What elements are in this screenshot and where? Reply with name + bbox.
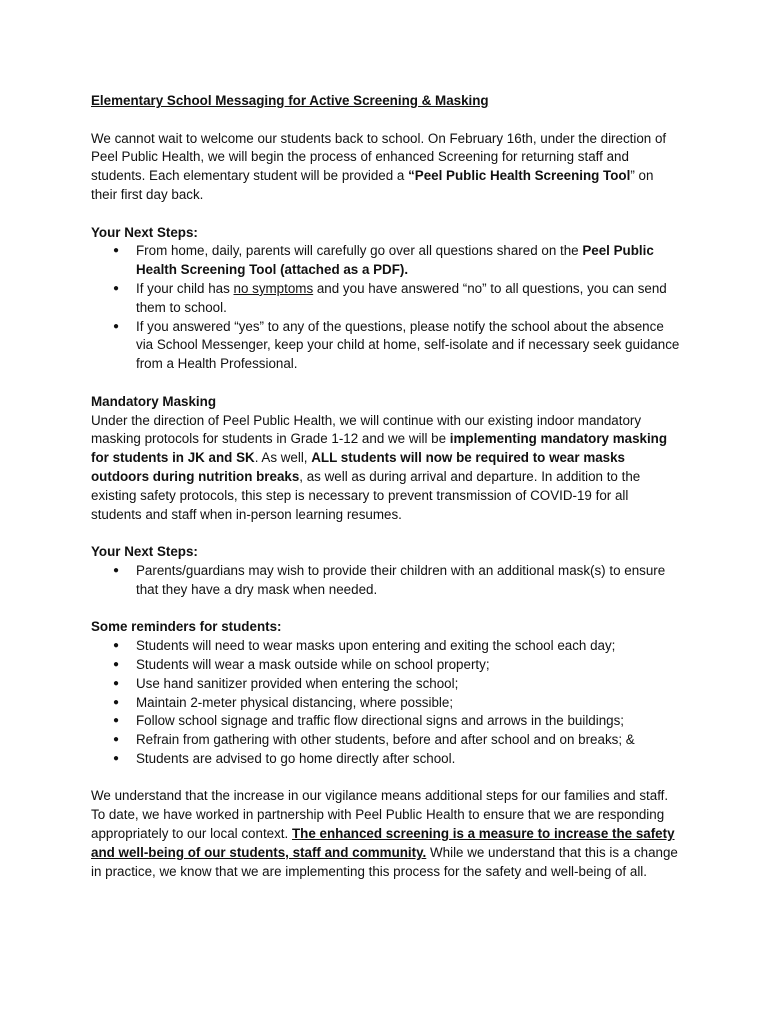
bullet-icon: ● xyxy=(113,658,120,670)
masking-text-2: . As well, xyxy=(254,450,312,466)
item-text: Use hand sanitizer provided when entering the school; xyxy=(136,675,459,691)
masking-text-3: , as well as during arrival and departure. In addition to the existing safety protocols, this step is necessary to prevent transmission of COVID-19 for all students and staff when in-person learning resumes. xyxy=(91,468,641,522)
intro-paragraph xyxy=(91,130,681,205)
item-text: Students will need to wear masks upon entering and exiting the school each day; xyxy=(136,638,616,654)
bullet-icon: ● xyxy=(113,715,120,727)
bullet-icon: ● xyxy=(113,320,120,332)
reminders-heading: Some reminders for students: xyxy=(91,619,282,635)
bullet-icon: ● xyxy=(113,640,120,652)
bullet-icon: ● xyxy=(113,734,120,746)
intro-text-1: We cannot wait to welcome our students back to school. On February 16th, under the direction of Peel Public Health, we will begin the process of enhanced Screening for returning staff and students. Each elementary student will be provided a xyxy=(91,130,667,184)
item-text: From home, daily, parents will carefully go over all questions shared on the xyxy=(136,243,583,259)
list-item xyxy=(91,637,681,656)
closing-paragraph xyxy=(91,787,681,881)
item-text: Maintain 2-meter physical distancing, where possible; xyxy=(136,694,454,710)
bullet-icon: ● xyxy=(113,696,120,708)
list-item xyxy=(91,562,681,600)
reminders-list xyxy=(91,637,681,769)
item-text: If your child has xyxy=(136,280,234,296)
item-text: Refrain from gathering with other students, before and after school and on breaks; & xyxy=(136,732,635,748)
intro-bold-tool-name: “Peel Public Health Screening Tool xyxy=(408,168,631,184)
next-steps-heading-2: Your Next Steps: xyxy=(91,544,198,560)
bullet-icon: ● xyxy=(113,282,120,294)
next-steps-heading-1: Your Next Steps: xyxy=(91,224,198,240)
list-item xyxy=(91,712,681,731)
list-item xyxy=(91,318,681,374)
closing-bold-underlined: The enhanced screening is a measure to increase the safety and well-being of our students, staff and community. xyxy=(91,826,675,860)
item-text: If you answered “yes” to any of the questions, please notify the school about the absence via School Messenger, keep your child at home, self-isolate and if necessary seek guidance from a Health Professional. xyxy=(136,318,680,372)
masking-bold-1: implementing mandatory masking for students in JK and SK xyxy=(91,431,668,466)
item-text: Students will wear a mask outside while on school property; xyxy=(136,656,490,672)
document-title: Elementary School Messaging for Active Screening & Masking xyxy=(91,93,489,108)
list-item xyxy=(91,242,681,280)
next-steps-list-2 xyxy=(91,562,681,600)
list-item xyxy=(91,675,681,694)
document-body xyxy=(91,92,681,881)
item-text: Students are advised to go home directly after school. xyxy=(136,750,456,766)
list-item xyxy=(91,656,681,675)
masking-paragraph xyxy=(91,412,681,525)
list-item xyxy=(91,280,681,318)
bullet-icon: ● xyxy=(113,752,120,764)
item-text: Follow school signage and traffic flow directional signs and arrows in the buildings; xyxy=(136,713,625,729)
next-steps-list-1 xyxy=(91,242,681,374)
bullet-icon: ● xyxy=(113,245,120,257)
item-underlined-text: no symptoms xyxy=(233,280,314,296)
list-item xyxy=(91,694,681,713)
intro-text-2: ” on their first day back. xyxy=(91,168,654,202)
bullet-icon: ● xyxy=(113,564,120,576)
item-text: and you have answered “no” to all questions, you can send them to school. xyxy=(136,280,667,315)
masking-bold-2: ALL students will now be required to wear masks outdoors during nutrition breaks xyxy=(91,450,626,484)
item-bold-text: Peel Public Health Screening Tool (attached as a PDF). xyxy=(136,243,654,278)
closing-text-2: While we understand that this is a change in practice, we know that we are implementing this process for the safety and well-being of all. xyxy=(91,844,678,879)
masking-heading: Mandatory Masking xyxy=(91,393,217,409)
list-item xyxy=(91,731,681,750)
masking-text-1: Under the direction of Peel Public Health, we will continue with our existing indoor mandatory masking protocols for students in Grade 1-12 and we will be xyxy=(91,412,642,447)
bullet-icon: ● xyxy=(113,677,120,689)
item-text: Parents/guardians may wish to provide their children with an additional mask(s) to ensure that they have a dry mask when needed. xyxy=(136,562,666,597)
list-item xyxy=(91,750,681,769)
closing-text-1: We understand that the increase in our vigilance means additional steps for our families and staff. To date, we have worked in partnership with Peel Public Health to ensure that we are responding appropriately to our local context. xyxy=(91,788,669,842)
